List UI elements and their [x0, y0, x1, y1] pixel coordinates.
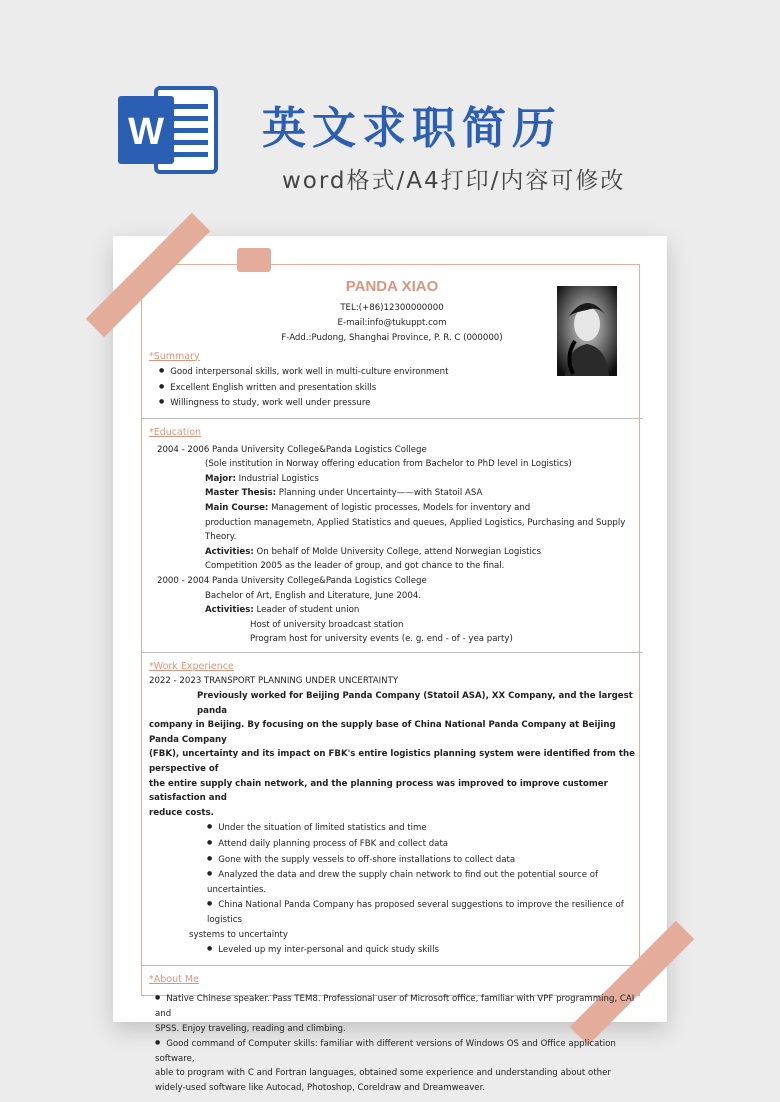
banner-subtitle: word格式/A4打印/内容可修改 [282, 168, 626, 194]
profile-photo [557, 286, 617, 376]
education-activities-2: Activities: Leader of student union [205, 605, 360, 616]
work-paragraph-line: reduce costs. [149, 807, 214, 818]
section-divider [141, 418, 643, 419]
list-item: ● Gone with the supply vessels to off-shore installations to collect data [207, 852, 635, 868]
education-note: (Sole institution in Norway offering education from Bachelor to PhD level in Logistics) [205, 459, 572, 470]
section-divider [141, 652, 643, 653]
work-paragraph-line: company in Beijing. By focusing on the supply base of China National Panda Company at Beijing Panda Company [149, 720, 616, 745]
list-item: ● Leveled up my inter-personal and quick study skills [207, 942, 635, 958]
work-paragraph-line: (FBK), uncertainty and its impact on FBK's entire logistics planning system were identified from the perspective of [149, 749, 635, 775]
work-list [149, 942, 635, 958]
education-course: Main Course: Management of logistic processes, Models for inventory and [205, 502, 531, 513]
work-title: 2022 - 2023 TRANSPORT PLANNING UNDER UNCERTAINTY [149, 676, 399, 687]
list-item: ● Willingness to study, work well under pressure [159, 395, 635, 411]
resume-content [149, 270, 635, 1096]
education-activities-2-line3: Program host for university events (e. g. end - of - yea party) [250, 634, 513, 645]
list-item: ● China National Panda Company has proposed several suggestions to improve the resilience of logistics [207, 897, 635, 927]
education-activities-2-line2: Host of university broadcast station [250, 619, 404, 630]
about-item-cont: widely-used software like Autocad, Photoshop, Coreldraw and Dreamweaver. [155, 1082, 486, 1093]
contact-email: E-mail:info@tukuppt.com [337, 317, 447, 328]
education-entry-1: 2004 - 2006 Panda University College&Panda Logistics College [157, 444, 427, 455]
resume-name: PANDA XIAO [345, 278, 439, 295]
work-heading: *Work Experience [149, 660, 234, 672]
education-degree: Bachelor of Art, English and Literature, June 2004. [205, 590, 422, 601]
about-item-cont: SPSS. Enjoy traveling, reading and climbing. [155, 1023, 346, 1034]
resume-page [113, 236, 667, 1093]
list-item: ● Analyzed the data and drew the supply chain network to find out the potential source of uncertainties. [207, 867, 635, 897]
summary-heading: *Summary [149, 350, 200, 362]
education-activities: Activities: On behalf of Molde University College, attend Norwegian Logistics [205, 546, 542, 557]
svg-text:W: W [128, 111, 164, 153]
work-list [149, 820, 635, 927]
word-doc-icon [116, 82, 220, 178]
about-item-cont: able to program with C and Fortran languages, obtained some experience and understanding about other [155, 1068, 611, 1079]
banner-title: 英文求职简历 [262, 103, 562, 154]
list-item: ● Native Chinese speaker. Pass TEM8. Professional user of Microsoft office, familiar with VPF programming, CAI and [155, 991, 635, 1021]
education-heading: *Education [149, 426, 202, 438]
work-paragraph-line: the entire supply chain network, and the planning process was improved to improve customer satisfaction and [149, 778, 608, 804]
list-item: ● Attend daily planning process of FBK and collect data [207, 836, 635, 852]
section-divider [141, 965, 643, 966]
list-item: ● Under the situation of limited statistics and time [207, 820, 635, 836]
education-course-cont: production managemetn, Applied Statistics and queues, Applied Logistics, Purchasing and Supply Theory. [205, 517, 626, 543]
education-major: Major: Industrial Logistics [205, 473, 319, 484]
about-list [149, 991, 635, 1021]
header-tab [237, 248, 271, 272]
about-list [149, 1036, 635, 1066]
work-list-item-cont: systems to uncertainty [189, 929, 289, 940]
work-paragraph-line: Previously worked for Beijing Panda Company (Statoil ASA), XX Company, and the largest panda [197, 691, 633, 716]
education-activities-cont: Competition 2005 as the leader of group, and got chance to the final. [205, 561, 505, 572]
education-thesis: Master Thesis: Planning under Uncertainty——with Statoil ASA [205, 488, 483, 499]
contact-phone: TEL:(+86)12300000000 [340, 302, 444, 313]
education-entry-2: 2000 - 2004 Panda University College&Panda Logistics College [157, 575, 427, 586]
contact-address: F-Add.:Pudong, Shanghai Province, P. R. C (000000) [281, 332, 503, 343]
about-heading: *About Me [149, 973, 199, 985]
list-item: ● Good interpersonal skills, work well in multi-culture environment [159, 364, 635, 380]
list-item: ● Excellent English written and presentation skills [159, 380, 635, 396]
list-item: ● Good command of Computer skills: familiar with different versions of Windows OS and Office application software, [155, 1036, 635, 1066]
